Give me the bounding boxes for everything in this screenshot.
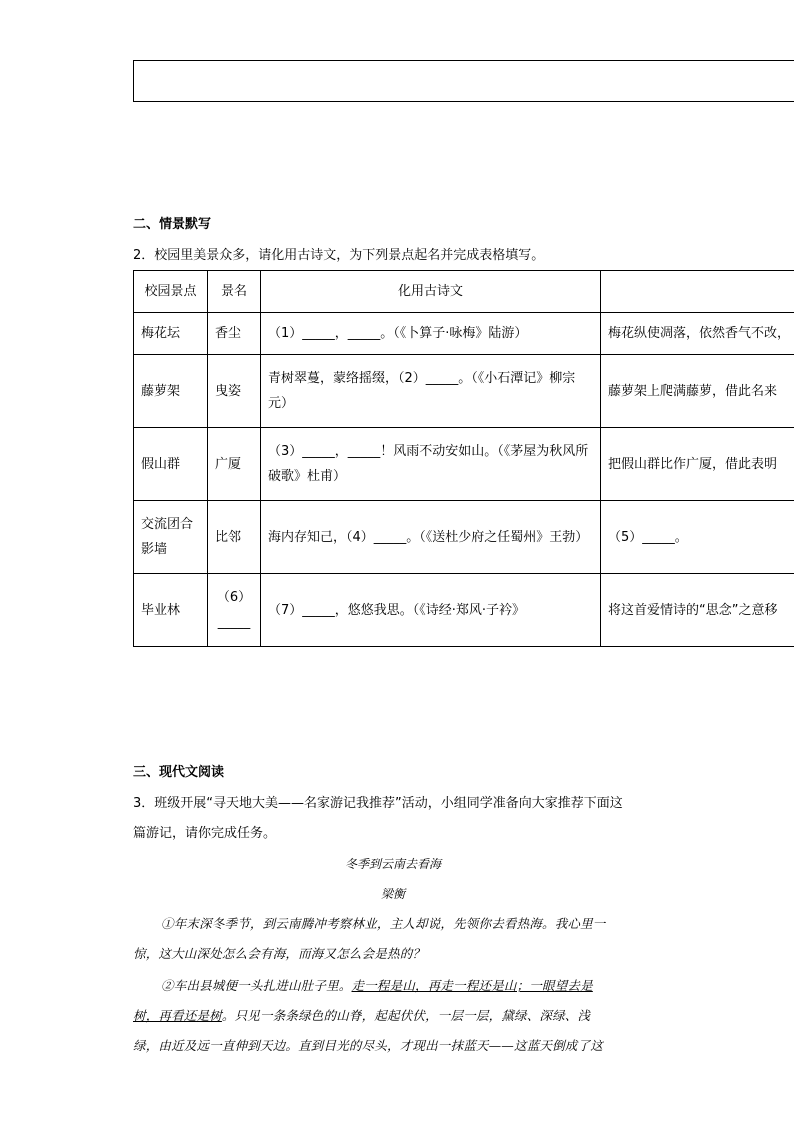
question2-text: 2．校园里美景众多，请化用古诗文，为下列景点起名并完成表格填写。 [133,248,545,263]
cell-poem: 青树翠蔓，蒙络摇缀，（2）_____。（《小石潭记》柳宗元） [261,355,601,428]
header-name: 景名 [208,271,261,313]
question3-line2: 篇游记，请你完成任务。 [133,826,277,841]
cell-spot: 藤萝架 [134,355,208,428]
cell-name: 比邻 [208,501,261,574]
section2-heading: 二、情景默写 [133,217,212,232]
essay-text: ②车出县城便一头扎进山肚子里。 [161,978,352,993]
essay-line: ①年末深冬季节，到云南腾冲考察林业，主人却说，先领你去看热海。我心里一 [161,916,606,931]
answer-box [133,60,794,102]
question3-line1: 3．班级开展“寻天地大美——名家游记我推荐”活动，小组同学准备向大家推荐下面这 [133,796,623,811]
essay-line: 绿，由近及远一直伸到天边。直到目光的尽头，才现出一抹蓝天——这蓝天倒成了这 [133,1038,603,1053]
table-row [134,501,794,574]
cell-poem: （7）_____，悠悠我思。（《诗经·郑风·子衿》 [261,574,601,647]
essay-paragraph-1 [133,909,658,969]
cell-poem: 海内存知己，（4）_____。（《送杜少府之任蜀州》王勃） [261,501,601,574]
cell-spot: 交流团合影墙 [134,501,208,574]
table-row [134,313,794,355]
table-row [134,574,794,647]
underlined-text: 树，再看还是树 [133,1008,222,1023]
cell-name: 广厦 [208,428,261,501]
header-note [601,271,794,313]
cell-name: 曳姿 [208,355,261,428]
essay-text: 。只见一条条绿色的山脊，起起伏伏，一层一层，黛绿、深绿、浅 [221,1008,591,1023]
cell-note: （5）_____。 [601,501,794,574]
cell-spot: 毕业林 [134,574,208,647]
cell-spot: 假山群 [134,428,208,501]
cell-name: 香尘 [208,313,261,355]
header-spot: 校园景点 [134,271,208,313]
table-row [134,428,794,501]
underlined-text: 走一程是山，再走一程还是山；一眼望去是 [351,978,593,993]
cell-name: （6）_____ [208,574,261,647]
cell-note: 梅花纵使凋落，依然香气不改， [601,313,794,355]
cell-note: 藤萝架上爬满藤萝，借此名来 [601,355,794,428]
essay-line [133,1001,658,1031]
essay-line: 惊，这大山深处怎么会有海，而海又怎么会是热的？ [133,946,426,961]
cell-note: 把假山群比作广厦，借此表明 [601,428,794,501]
cell-note: 将这首爱情诗的“思念”之意移 [601,574,794,647]
header-poem: 化用古诗文 [261,271,601,313]
essay-author: 梁衡 [380,887,405,901]
section3-heading: 三、现代文阅读 [133,765,225,780]
scenery-table [133,270,794,647]
essay-line [133,971,658,1001]
table-header-row [134,271,794,313]
cell-poem: （1）_____，_____。（《卜算子·咏梅》陆游） [261,313,601,355]
essay-paragraph-2 [133,971,658,1061]
essay-title: 冬季到云南去看海 [344,857,441,871]
table-row [134,355,794,428]
cell-spot: 梅花坛 [134,313,208,355]
cell-poem: （3）_____，_____！风雨不动安如山。（《茅屋为秋风所破歌》杜甫） [261,428,601,501]
